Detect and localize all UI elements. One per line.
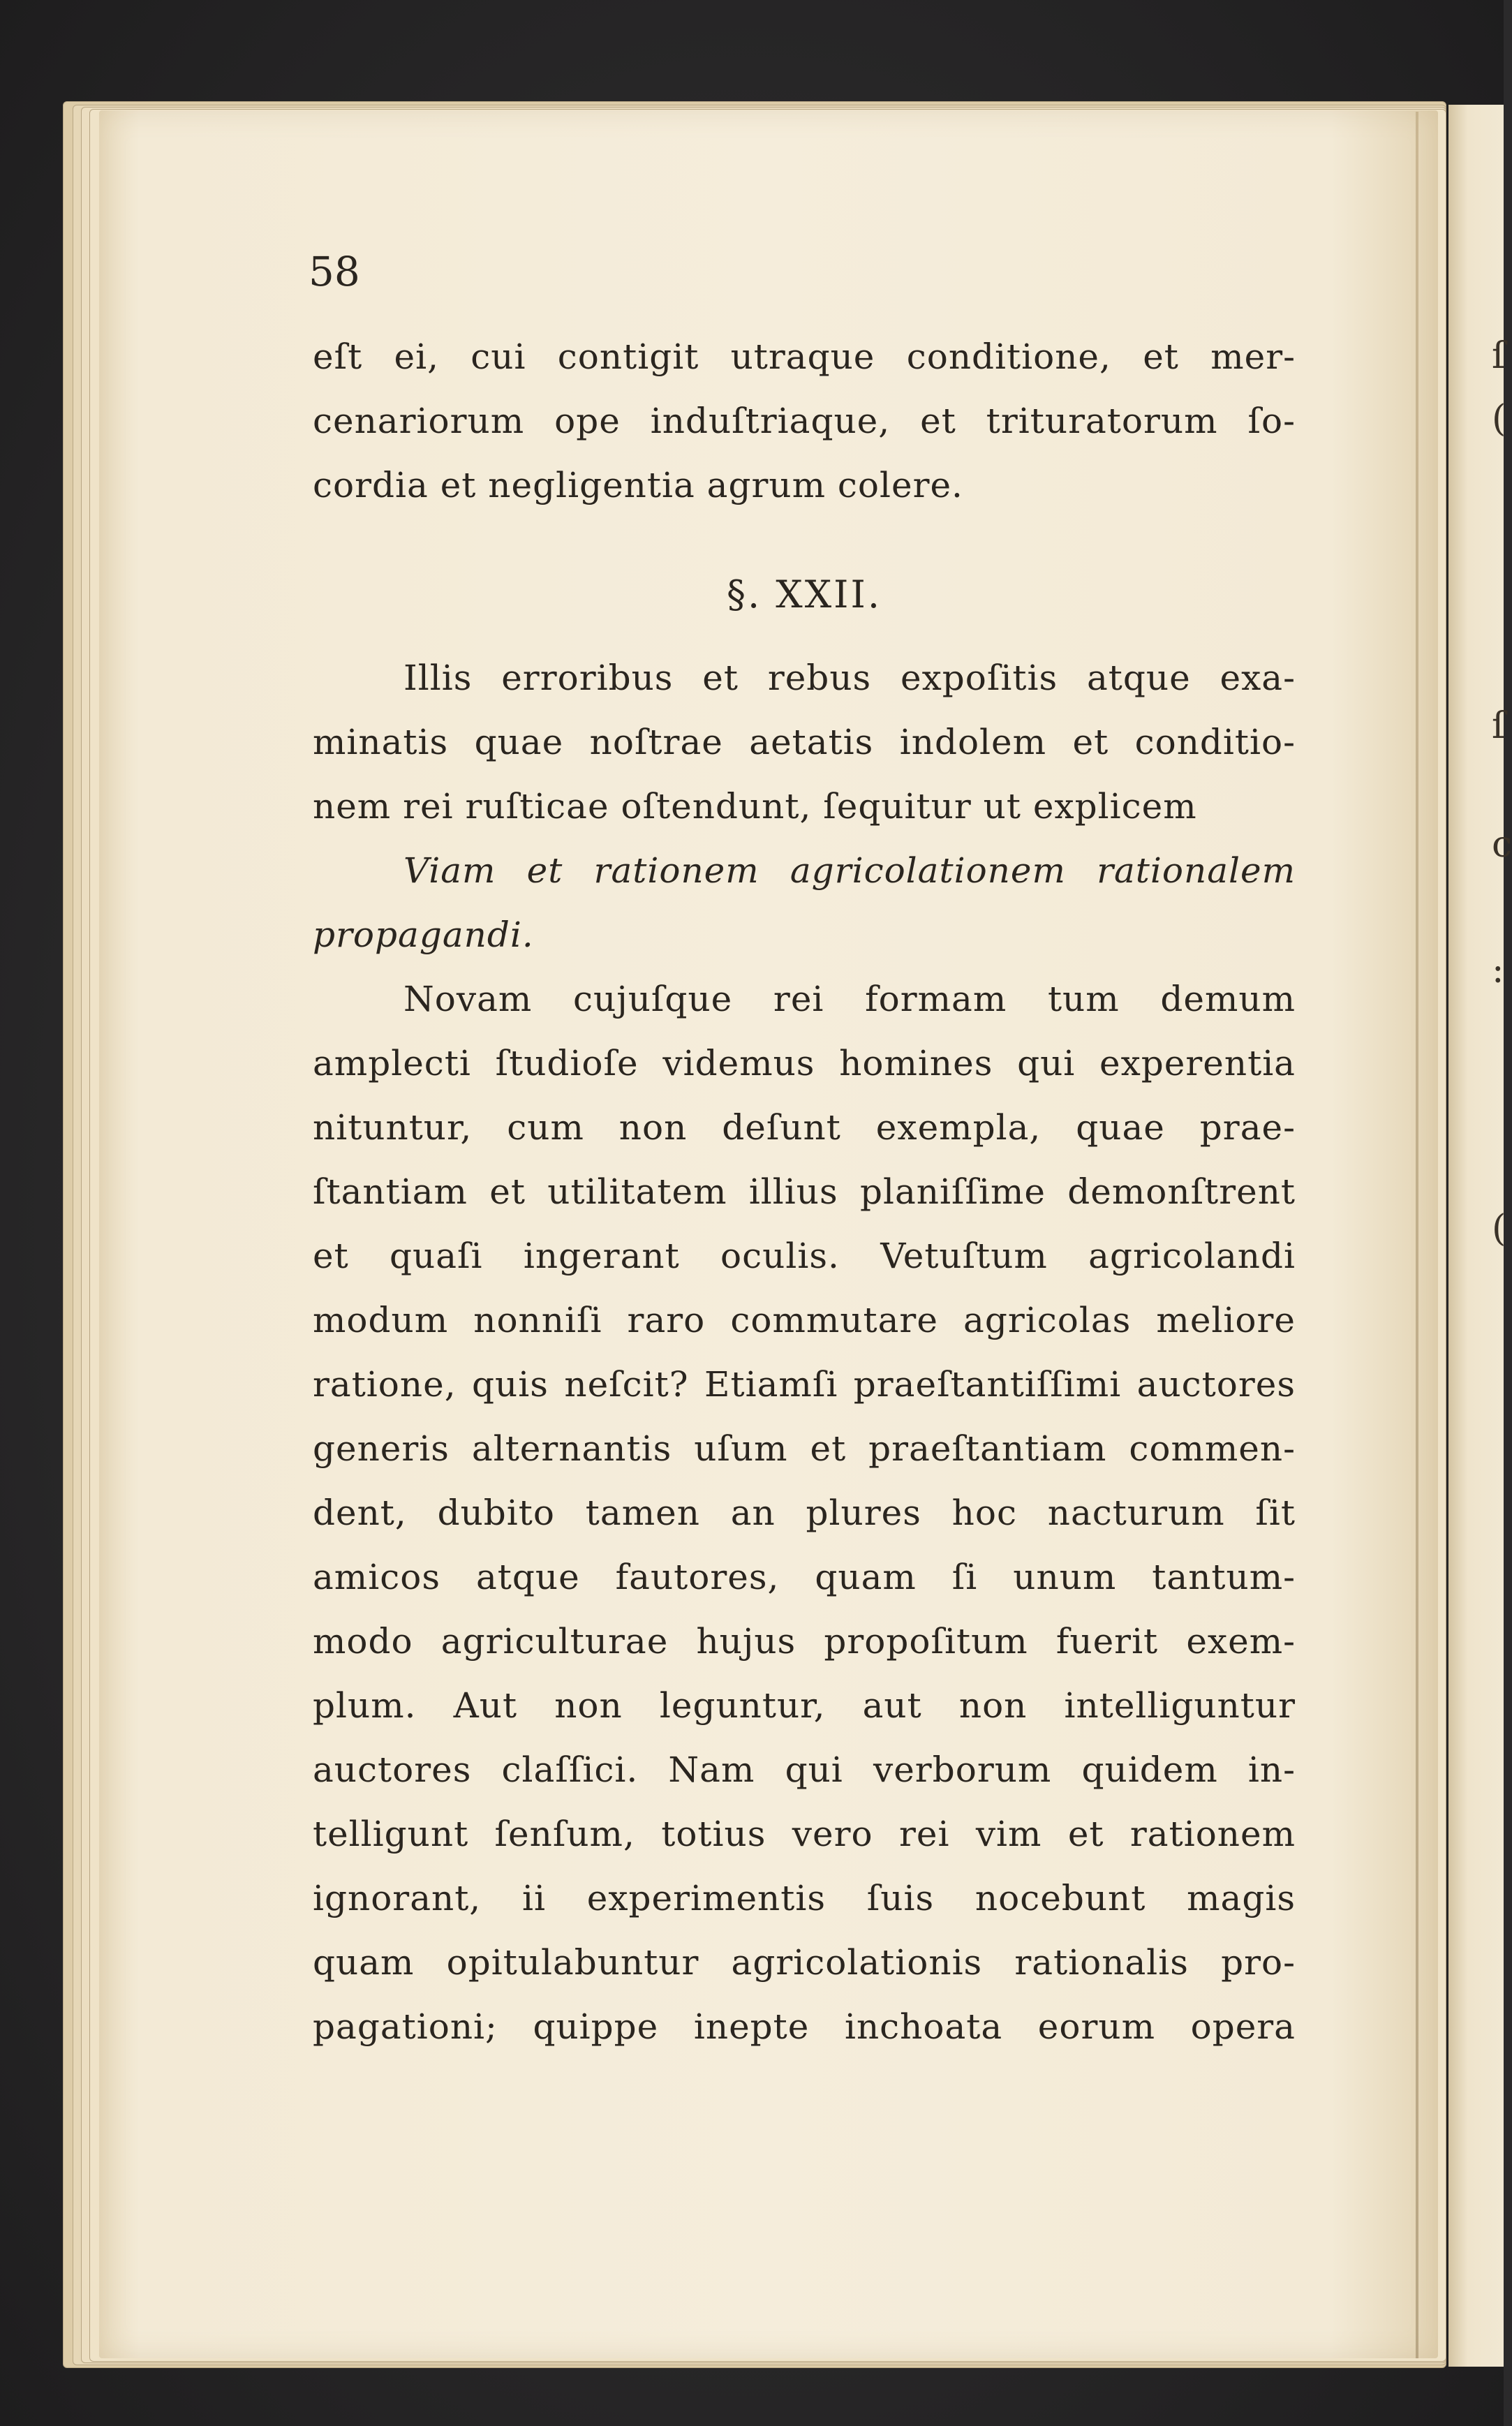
text-line: plum. Aut non leguntur, aut non intelliguntur bbox=[313, 1685, 1296, 1726]
page-number: 58 bbox=[309, 248, 360, 295]
text-line: ratione, quis neſcit? Etiamſi praeſtantiſſimi auctores bbox=[313, 1364, 1296, 1405]
text-line: Illis erroribus et rebus expoſitis atque exa- bbox=[403, 658, 1296, 698]
text-line: et quaſi ingerant oculis. Vetuſtum agricolandi bbox=[313, 1236, 1296, 1276]
text-line: minatis quae noſtrae aetatis indolem et conditio- bbox=[313, 722, 1296, 762]
text-line: quam opitulabuntur agricolationis rationalis pro- bbox=[313, 1942, 1296, 1983]
text-line: cenariorum ope induſtriaque, et trituratorum ſo- bbox=[313, 401, 1296, 441]
text-line: auctores claſſici. Nam qui verborum quidem in- bbox=[313, 1750, 1296, 1790]
italic-text-line: propagandi. bbox=[313, 915, 534, 955]
facing-page-edge bbox=[1448, 105, 1512, 2367]
facing-page-glyph: ( bbox=[1492, 1208, 1506, 1250]
text-line: amicos atque fautores, quam ſi unum tantum- bbox=[313, 1557, 1296, 1597]
text-line: nem rei ruſticae oſtendunt, ſequitur ut explicem bbox=[313, 786, 1197, 827]
text-line: pagationi; quippe inepte inchoata eorum opera bbox=[313, 2006, 1296, 2047]
facing-page-glyph: ( bbox=[1492, 398, 1506, 440]
section-heading: §. XXII. bbox=[726, 572, 882, 616]
text-line: eſt ei, cui contigit utraque conditione, et mer- bbox=[313, 336, 1296, 377]
page-gutter bbox=[1416, 112, 1418, 2358]
facing-page-glyph: : bbox=[1492, 949, 1504, 991]
facing-page-glyph: c bbox=[1492, 824, 1512, 866]
text-line: generis alternantis uſum et praeſtantiam commen- bbox=[313, 1428, 1296, 1469]
text-line: Novam cujuſque rei formam tum demum bbox=[403, 979, 1296, 1019]
text-line: ignorant, ii experimentis ſuis nocebunt magis bbox=[313, 1878, 1296, 1918]
text-line: modo agriculturae hujus propoſitum fuerit exem- bbox=[313, 1621, 1296, 1662]
text-line: ſtantiam et utilitatem illius planiſſime demonſtrent bbox=[313, 1171, 1296, 1212]
text-line: nituntur, cum non deſunt exempla, quae prae- bbox=[313, 1107, 1296, 1148]
text-line: dent, dubito tamen an plures hoc nacturum ſit bbox=[313, 1493, 1296, 1533]
text-line: cordia et negligentia agrum colere. bbox=[313, 465, 963, 505]
text-line: telligunt ſenſum, totius vero rei vim et rationem bbox=[313, 1814, 1296, 1854]
facing-page-glyph: ſ bbox=[1492, 335, 1506, 377]
italic-text-line: Viam et rationem agricolationem rationalem bbox=[403, 850, 1296, 891]
facing-page-glyph: ſ bbox=[1492, 705, 1506, 747]
text-line: modum nonniſi raro commutare agricolas meliore bbox=[313, 1300, 1296, 1340]
text-line: amplecti ſtudioſe videmus homines qui experentia bbox=[313, 1043, 1296, 1083]
